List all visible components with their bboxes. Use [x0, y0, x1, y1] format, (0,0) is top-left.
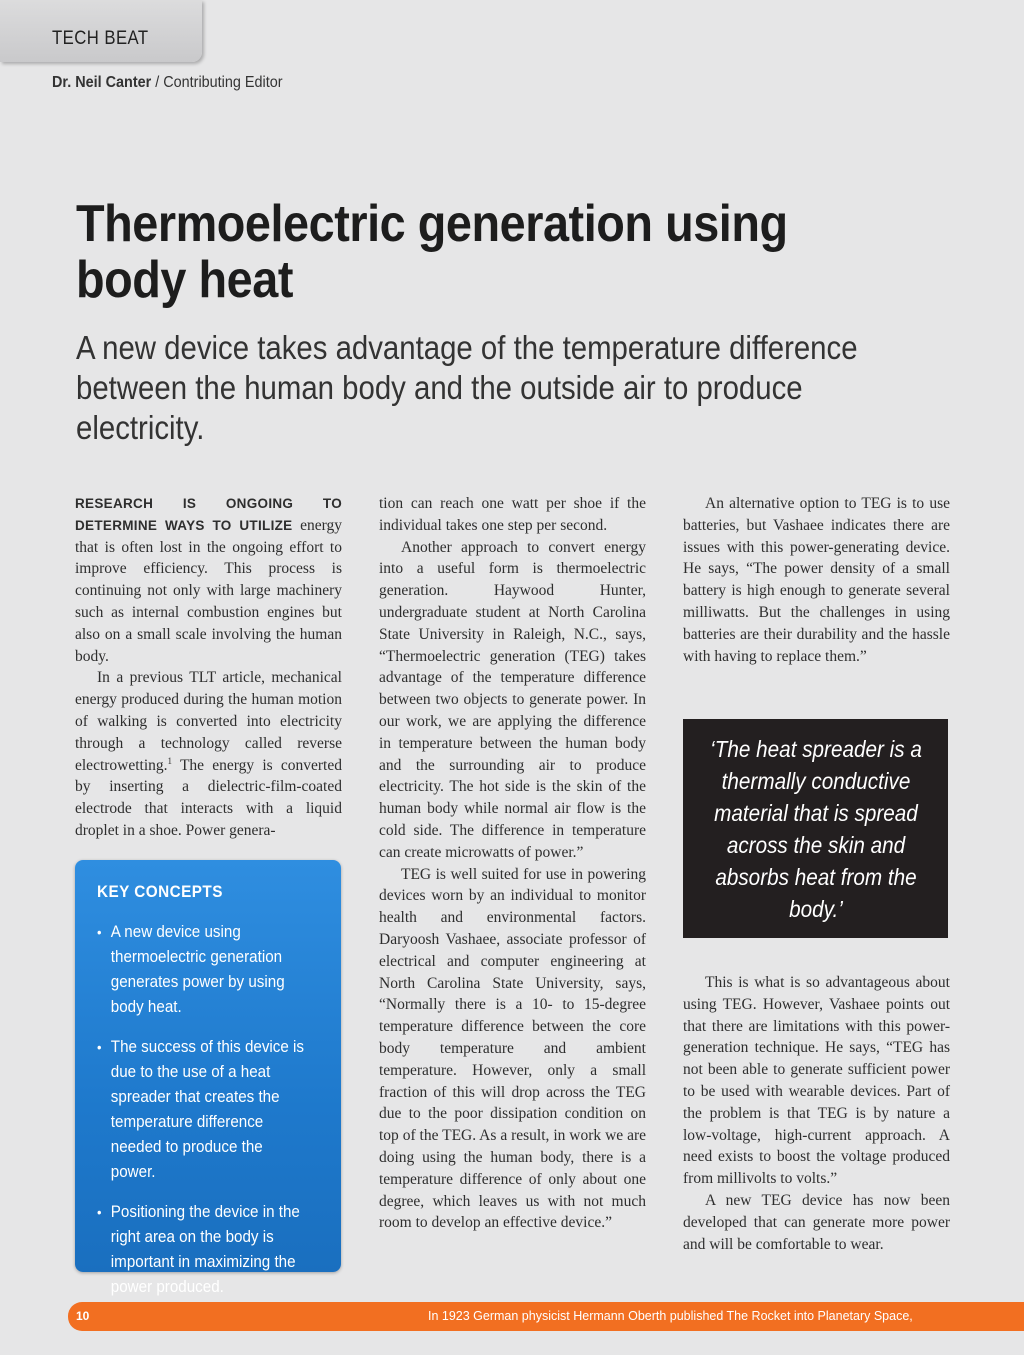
- bullet-icon: •: [97, 1039, 102, 1055]
- article-deck: A new device takes advantage of the temperature difference between the human body and the outside air to produce electricity.: [76, 329, 858, 446]
- key-concepts-list: [97, 920, 327, 1315]
- pull-quote-text: ‘The heat spreader is a thermally conductive material that is spread across the skin and absorbs heat from the body.’: [709, 735, 922, 922]
- bullet-icon: •: [97, 1204, 102, 1220]
- bullet-icon: •: [97, 924, 102, 940]
- reference-marker: 1: [167, 755, 173, 766]
- paragraph: An alternative option to TEG is to use batteries, but Vashaee indicates there are issues with this power-generating device. He says, “The power density of a small battery is high enough to generate several milliwatts. But the challenges in using batteries are their durability and the hassle with having to replace them.”: [683, 495, 950, 665]
- lead-in: RESEARCH IS ONGOING TO DETERMINE WAYS TO UTILIZE: [75, 496, 342, 533]
- paragraph: TEG is well suited for use in powering devices worn by an individual to monitor health and environmental factors. Daryoosh Vashaee, associate professor of electrical and computer engineering at North Carolina State University, says, “Normally there is a 10- to 15-degree temperature difference between the core body temperature and ambient temperature. However, only a small fraction of this will drop across the TEG due to the poor dissipation condition on top of the TEG. As a result, in work we are doing using the human body, there is a temperature difference of only about one degree, which leaves us with not much room to develop an effective device.”: [379, 865, 646, 1232]
- footer-bar: [68, 1302, 1024, 1331]
- paragraph: In a previous TLT article, mechanical energy produced during the human motion of walking is converted into electricity through a technology called reverse electrowetting.$^1$ The energy is converted by inserting a dielectric-film-coated electrode that interacts with a liquid droplet in a shoe. Power genera-: [75, 669, 342, 839]
- author-role: Contributing Editor: [163, 74, 283, 91]
- column-1: [75, 493, 342, 842]
- paragraph: Another approach to convert energy into a useful form is thermoelectric generation. Haywood Hunter, undergraduate student at North Carolina State University in Raleigh, N.C., says, “Thermoelectric generation (TEG) takes advantage of the temperature difference between two objects to generate power. In our work, we are applying the difference in temperature between the human body and the surrounding air to produce electricity. The hot side is the skin of the human body while normal air flow is the cold side. The difference in temperature can create microwatts of power.”: [379, 538, 646, 861]
- page-number: 10: [76, 1309, 90, 1323]
- section-tab: [0, 0, 202, 62]
- key-concepts-box: [75, 860, 341, 1296]
- list-item: • A new device using thermoelectric generation generates power by using body heat.: [97, 920, 309, 1020]
- paragraph: RESEARCH IS ONGOING TO DETERMINE WAYS TO UTILIZE energy that is often lost in the ongoing effort to improve efficiency. This process is continuing not only with large machinery such as internal combustion engines but also on a small scale involving the human body.: [75, 496, 342, 665]
- paragraph: This is what is so advantageous about using TEG. However, Vashaee points out that there are limitations with this power-generation technique. He says, “TEG has not been able to generate sufficient power to be used with wearable devices. Part of the problem is that TEG is by nature a low-voltage, high-current approach. A need exists to boost the voltage produced from millivolts to volts.”: [683, 974, 950, 1188]
- list-item: • The success of this device is due to the use of a heat spreader that creates the temperature difference needed to produce the power.: [97, 1035, 309, 1185]
- article-title: Thermoelectric generation using body heat: [76, 195, 788, 309]
- footer-teaser: In 1923 German physicist Hermann Oberth published The Rocket into Planetary Space,: [428, 1309, 913, 1323]
- pull-quote: [683, 719, 948, 938]
- list-item: • Positioning the device in the right area on the body is important in maximizing the power produced.: [97, 1200, 309, 1300]
- column-3-continued: [683, 972, 950, 1255]
- author-name: Dr. Neil Canter: [52, 74, 152, 91]
- paragraph: tion can reach one watt per shoe if the individual takes one step per second.: [379, 495, 646, 534]
- section-tab-label: TECH BEAT: [52, 28, 149, 49]
- byline: [52, 74, 283, 92]
- paragraph: A new TEG device has now been developed that can generate more power and will be comfortable to wear.: [683, 1191, 950, 1253]
- byline-separator: /: [151, 74, 164, 91]
- column-3: [683, 493, 950, 667]
- column-2: [379, 493, 646, 1234]
- key-concepts-heading: KEY CONCEPTS: [97, 882, 223, 901]
